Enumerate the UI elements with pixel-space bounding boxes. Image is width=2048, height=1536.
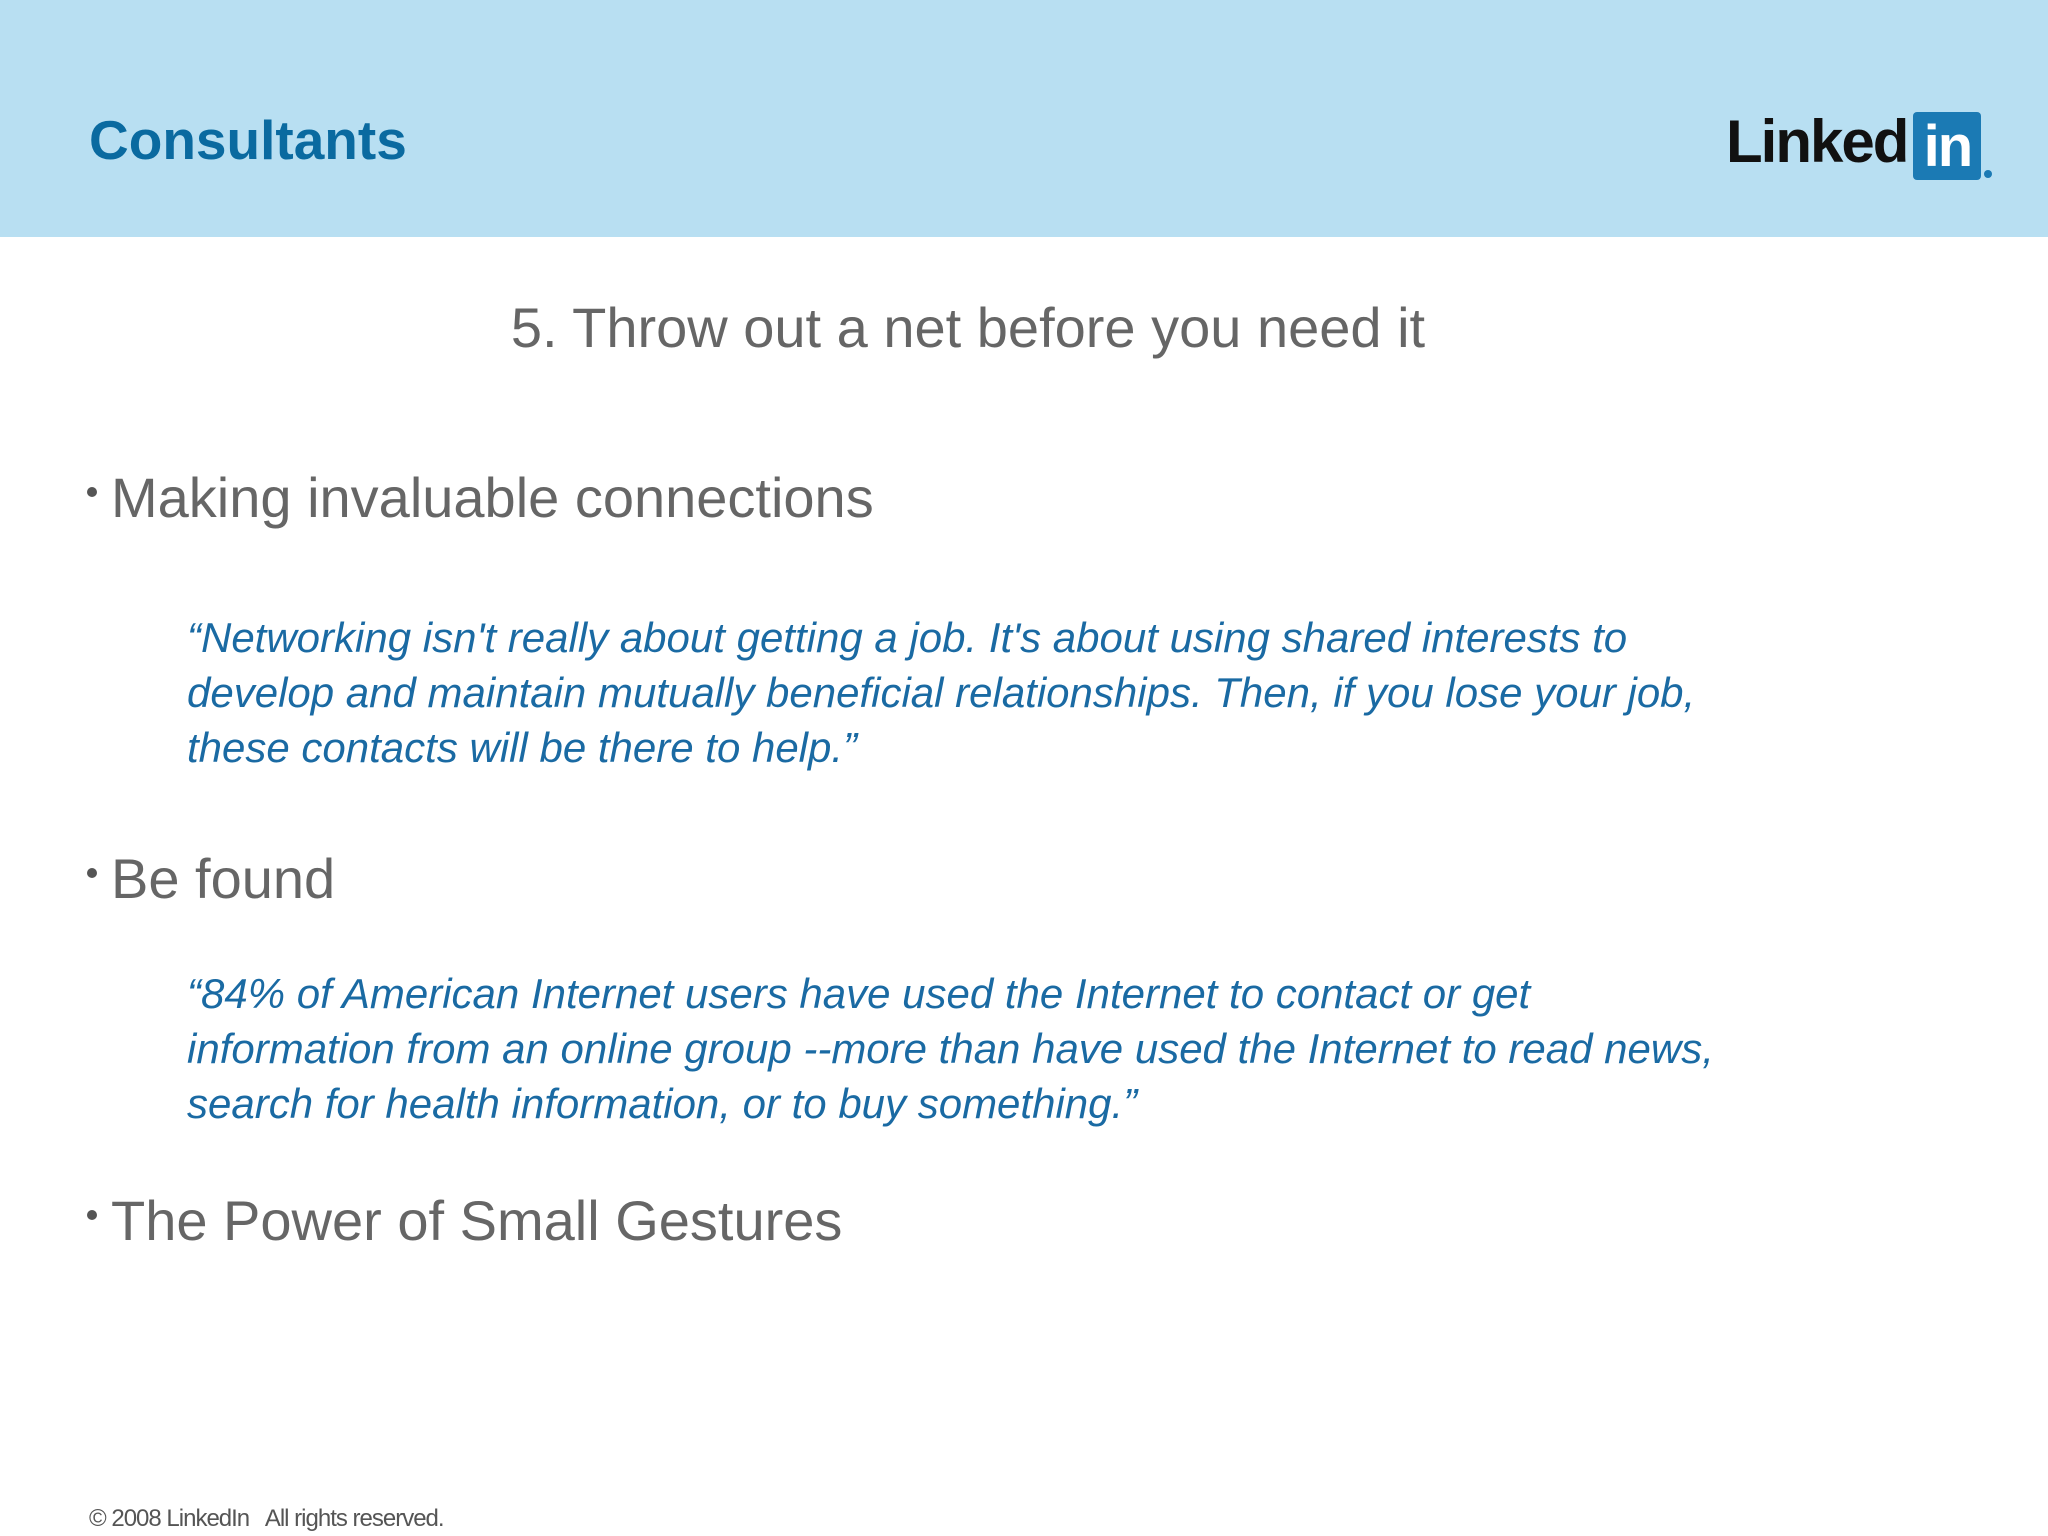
- slide-title: Consultants: [89, 109, 407, 171]
- bullet-item: [87, 1188, 842, 1254]
- logo-in-box: in: [1913, 112, 1981, 180]
- bullet-dot-icon: [87, 487, 97, 497]
- bullet-item: [87, 846, 335, 912]
- logo-registered-dot: [1984, 170, 1992, 178]
- quote-line: “84% of American Internet users have used the Internet to contact or get: [187, 970, 1531, 1017]
- linkedin-logo: [1726, 100, 1992, 180]
- quote-block: [187, 610, 1867, 775]
- bullet-dot-icon: [87, 868, 97, 878]
- quote-line: search for health information, or to buy something.”: [187, 1080, 1138, 1127]
- quote-line: these contacts will be there to help.”: [187, 724, 858, 771]
- bullet-label: Be found: [111, 847, 336, 910]
- slide-subtitle: 5. Throw out a net before you need it: [510, 296, 1426, 359]
- bullet-item: [87, 465, 874, 531]
- quote-line: develop and maintain mutually beneficial relationships. Then, if you lose your job,: [187, 669, 1696, 716]
- quote-line: information from an online group --more than have used the Internet to read news,: [187, 1025, 1714, 1072]
- bullet-label: The Power of Small Gestures: [111, 1189, 843, 1252]
- bullet-label: Making invaluable connections: [111, 466, 874, 529]
- bullet-dot-icon: [87, 1210, 97, 1220]
- quote-block: [187, 966, 1867, 1131]
- quote-line: “Networking isn't really about getting a job. It's about using shared interests to: [187, 614, 1628, 661]
- copyright-footer: © 2008 LinkedIn All rights reserved.: [89, 1505, 444, 1532]
- logo-wordmark: Linked: [1726, 108, 1908, 175]
